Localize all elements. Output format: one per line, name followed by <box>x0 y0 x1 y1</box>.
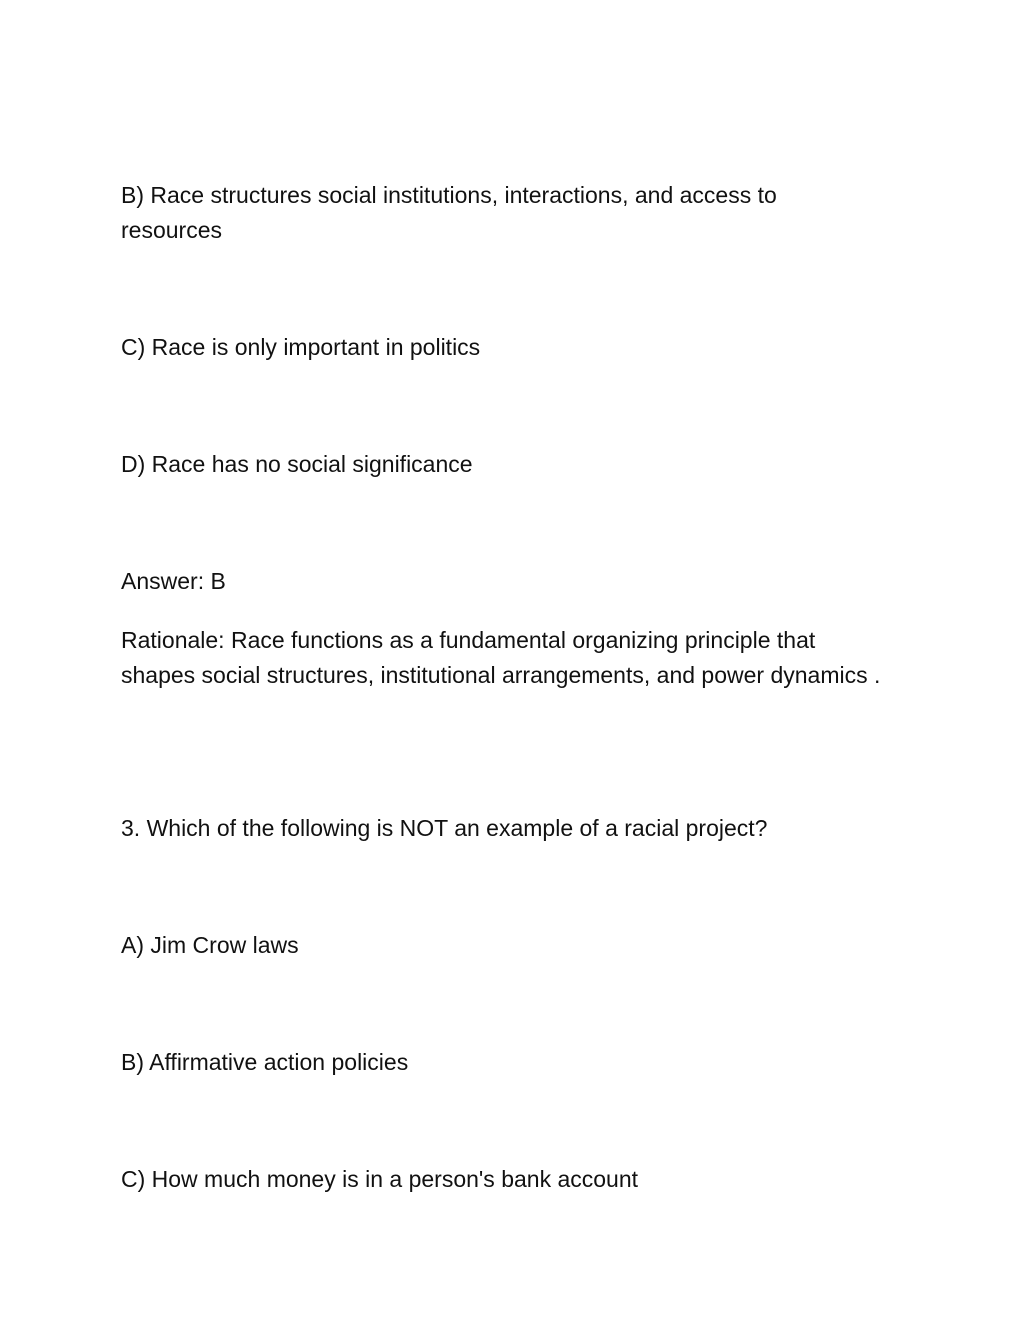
q2-option-d: D) Race has no social significance <box>121 451 473 477</box>
q3-option-c: C) How much money is in a person's bank account <box>121 1166 639 1192</box>
q2-answer: Answer: B <box>121 568 226 594</box>
q3-question: 3. Which of the following is NOT an example of a racial project? <box>121 815 768 841</box>
q3-option-a: A) Jim Crow laws <box>121 932 299 958</box>
q2-option-c: C) Race is only important in politics <box>121 334 481 360</box>
q2-option-b: B) Race structures social institutions, interactions, and access to resources <box>121 182 777 243</box>
q3-option-b: B) Affirmative action policies <box>121 1049 409 1075</box>
q2-rationale: Rationale: Race functions as a fundamental organizing principle that shapes social structures, institutional arrangements, and power dynamics . <box>121 627 881 688</box>
